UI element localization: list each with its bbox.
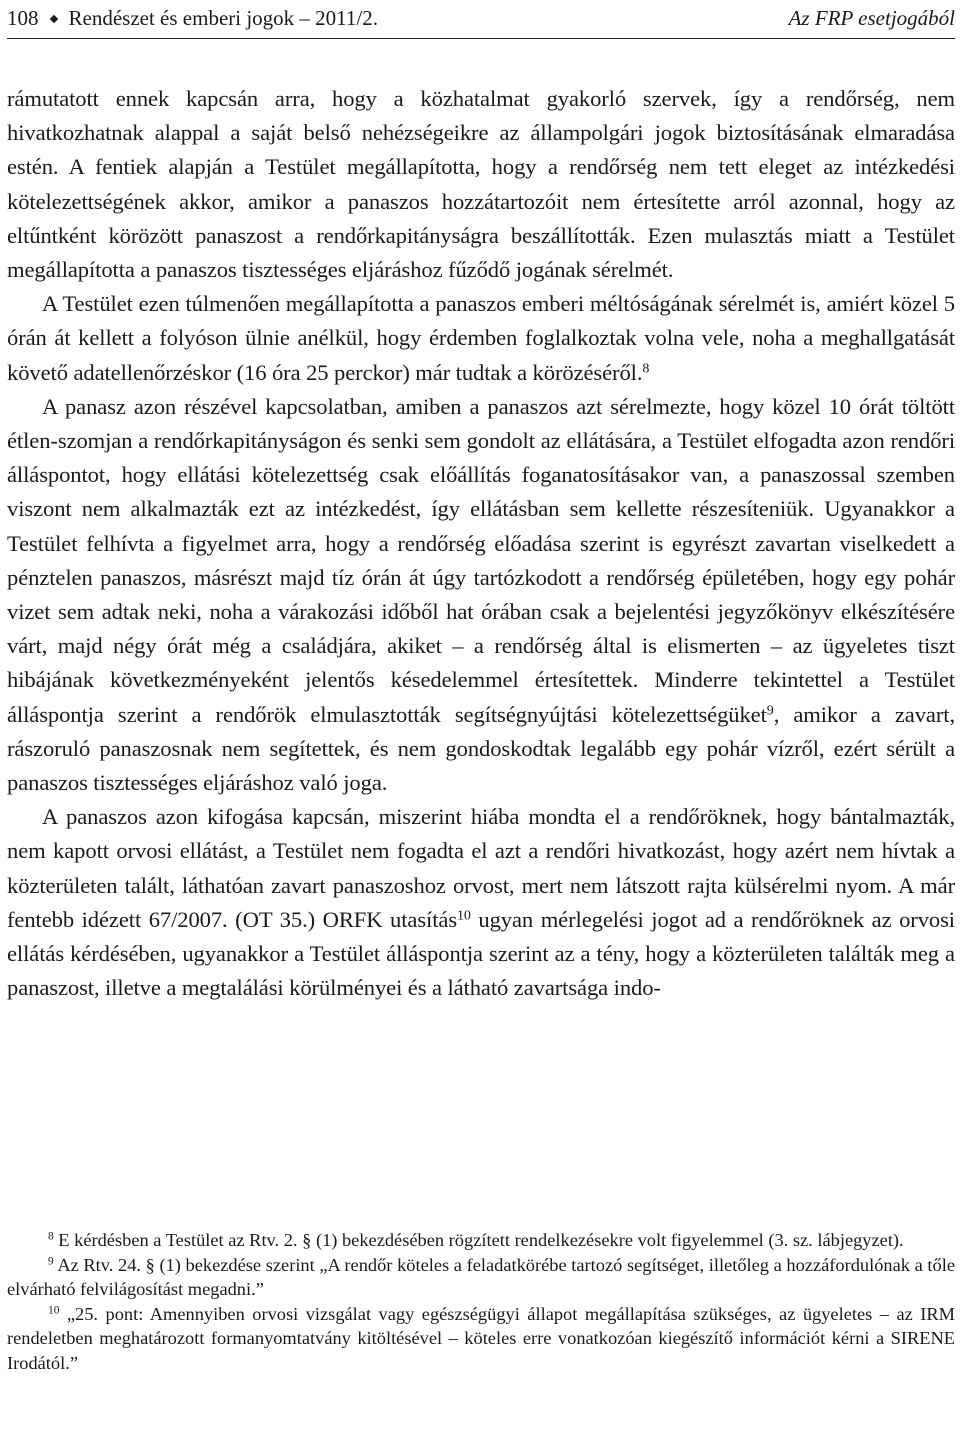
footnote-9	[7, 1253, 955, 1302]
footnote-text: Az Rtv. 24. § (1) bekezdése szerint „A rendőr köteles a feladatkörébe tartozó segítséget, illetőleg a hozzáfordulónak a tőle elvárható felvilágosítást megadni.”	[7, 1254, 955, 1300]
journal-title: Rendészet és emberi jogok – 2011/2.	[68, 6, 378, 30]
paragraph-text: A panasz azon részével kapcsolatban, amiben a panaszos azt sérelmezte, hogy közel 10 órát töltött étlen-szomjan a rendőrkapitányságon és senki sem gondolt az ellátására, a Testület elfogadta azon rendőri álláspontot, hogy ellátási kötelezettség csak előállítás foganatosításakor van, a panaszossal szemben viszont nem alkalmazták ezt az intézkedést, így ellátásban sem kellette részesíteniük. Ugyanakkor a Testület felhívta a figyelmet arra, hogy a rendőrség előadása szerint is egyrészt zavartan viselkedett a pénztelen panaszos, másrészt majd tíz órán át úgy tartózkodott a rendőrség épületében, hogy egy pohár vizet sem adtak neki, noha a várakozási időből hat órában csak a bejelentési jegyzőkönyv elkészítésére várt, majd négy órát még a családjára, akiket – a rendőrség által is elismerten – az ügyeletes tiszt hibájának következményeként jelentős késedelemmel értesítettek. Minderre tekintettel a Testület álláspontja szerint a rendőrök elmulasztották segítségnyújtási kötelezettségüket	[7, 393, 955, 727]
paragraph-3	[7, 390, 955, 800]
running-header	[7, 0, 955, 39]
paragraph-text: rámutatott ennek kapcsán arra, hogy a közhatalmat gyakorló szervek, így a rendőrség, nem hivatkozhatnak alappal a saját belső nehézségeikre az állampolgári jogok biztosításának elmaradása estén. A fentiek alapján a Testület megállapította, hogy a rendőrség nem tett eleget az intézkedési kötelezettségének akkor, amikor a panaszos hozzátartozóit nem értesítette arról azonnal, hogy az eltűntként körözött panaszost a rendőrkapitányságra beszállították. Ezen mulasztás miatt a Testület megállapította a panaszos tisztességes eljáráshoz fűződő jogának sérelmét.	[7, 86, 955, 283]
footnote-number: 9	[48, 1255, 54, 1268]
footnote-text: „25. pont: Amennyiben orvosi vizsgálat vagy egészségügyi állapot megállapítása szükséges, az ügyeletes – az IRM rendeletben meghatározott formanyomtatvány kitöltésével – köteles erre vonatkozóan kiegészítő információt kérni a SIRENE Irodától.”	[7, 1303, 955, 1373]
paragraph-text-continued: , amikor a zavart, rászoruló panaszosnak nem segítettek, és nem gondoskodtak legalább egy pohár vízről, ezért sérült a panaszos tisztességes eljáráshoz való joga.	[7, 701, 955, 796]
footnotes	[7, 1228, 955, 1376]
footnote-8	[7, 1228, 955, 1253]
header-left	[7, 0, 378, 36]
footnote-ref-10[interactable]: 10	[457, 908, 471, 924]
document-page	[7, 0, 955, 1373]
footnote-10	[7, 1302, 955, 1376]
paragraph-4	[7, 800, 955, 1005]
paragraph-2	[7, 287, 955, 390]
footnote-ref-9[interactable]: 9	[766, 702, 774, 718]
diamond-bullet-icon	[49, 14, 57, 22]
section-title: Az FRP esetjogából	[788, 6, 955, 30]
paragraph-text: A Testület ezen túlmenően megállapította a panaszos emberi méltóságának sérelmét is, amiért közel 5 órán át kellett a folyóson ülnie anélkül, hogy érdemben foglalkoztak volna vele, noha a meghallgatását követő adatellenőrzéskor (16 óra 25 perckor) már tudtak a körözéséről.	[7, 291, 955, 385]
body-text	[7, 82, 955, 1005]
footnote-number: 8	[48, 1230, 54, 1243]
paragraph-text: A panaszos azon kifogása kapcsán, miszerint hiába mondta el a rendőröknek, hogy bántalmazták, nem kapott orvosi ellátást, a Testület nem fogadta el azt a rendőri hivatkozást, hogy azért nem hívtak a közterületen talált, láthatóan zavart panaszoshoz orvost, mert nem látszott rajta külsérelmi nyom. A már fentebb idézett 67/2007. (OT 35.) ORFK utasítás	[7, 804, 955, 932]
page-number: 108	[7, 6, 39, 30]
footnote-number: 10	[48, 1304, 60, 1317]
paragraph-1	[7, 82, 955, 287]
footnote-ref-8[interactable]: 8	[642, 360, 650, 376]
paragraph-text-continued: ugyan mérlegelési jogot ad a rendőröknek az orvosi ellátás kérdésében, ugyanakkor a Testület álláspontja szerint az a tény, hogy a közterületen találták meg a panaszost, illetve a megtalálási körülményei és a látható zavartsága indo-	[7, 906, 955, 1001]
footnote-text: E kérdésben a Testület az Rtv. 2. § (1) bekezdésében rögzített rendelkezésekre volt figyelemmel (3. sz. lábjegyzet).	[53, 1230, 904, 1250]
